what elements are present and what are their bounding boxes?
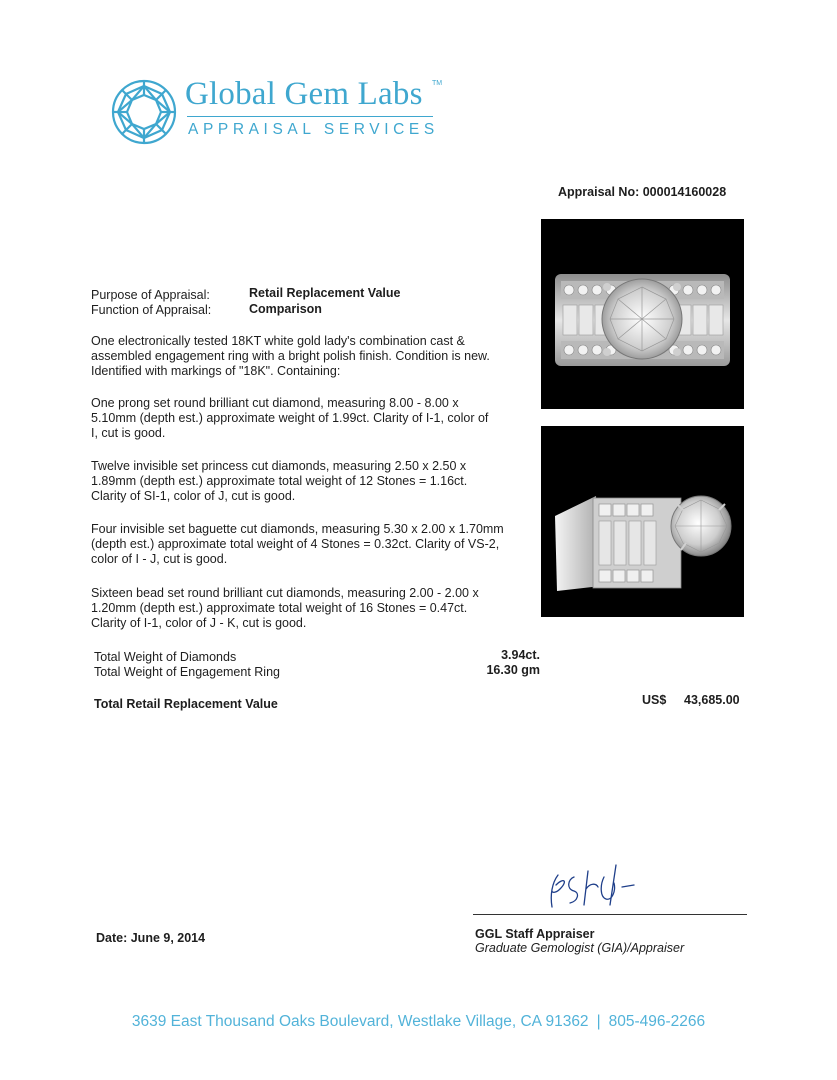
total-value-currency: US$ [642,693,667,707]
stone-center-diamond: One prong set round brilliant cut diamond, measuring 8.00 - 8.00 x 5.10mm (depth est.) approximate weight of 1.99ct. Clarity of I-1, color of I, cut is good. [91,396,489,440]
total-diamond-weight-label: Total Weight of Diamonds [94,650,237,664]
purpose-value: Retail Replacement Value [249,286,401,300]
signature-icon [530,855,640,915]
appraiser-credential: Graduate Gemologist (GIA)/Appraiser [475,941,685,955]
logo-divider [187,116,433,117]
ring-weight-value: 16.30 gm [486,663,540,677]
footer-phone: 805-496-2266 [608,1013,706,1030]
function-label: Function of Appraisal: [91,303,212,317]
footer-address: 3639 East Thousand Oaks Boulevard, Westlake Village, CA 91362 [131,1013,589,1030]
ring-weight-label: Total Weight of Engagement Ring [94,665,280,679]
total-diamond-weight-value: 3.94ct. [501,648,540,662]
stone-princess-diamonds: Twelve invisible set princess cut diamonds, measuring 2.50 x 2.50 x 1.89mm (depth est.) approximate total weight of 12 Stones = 1.16ct. Clarity of SI-1, color of J, cut is good. [91,459,468,503]
total-value-label: Total Retail Replacement Value [94,697,278,711]
trademark: TM [432,80,443,87]
total-value-amount: 43,685.00 [684,693,740,707]
footer [0,1013,837,1031]
stone-baguette-diamonds: Four invisible set baguette cut diamonds, measuring 5.30 x 2.00 x 1.70mm (depth est.) approximate total weight of 4 Stones = 0.32ct. Clarity of VS-2, color of I - J, cut is good. [91,522,504,566]
ring-side-photo [541,426,744,617]
signature-line [473,914,747,915]
purpose-label: Purpose of Appraisal: [91,288,210,302]
footer-separator: | [596,1013,601,1030]
company-name: Global Gem Labs [185,76,423,112]
gem-logo-icon [110,78,178,146]
function-value: Comparison [249,302,322,316]
appraisal-number: Appraisal No: 000014160028 [558,185,727,199]
appraisal-date: Date: June 9, 2014 [96,931,206,945]
item-description: One electronically tested 18KT white gold lady's combination cast & assembled engagement ring with a bright polish finish. Condition is new. Identified with markings of "18K". Containing: [91,334,490,378]
ring-top-photo [541,219,744,409]
company-subtitle: APPRAISAL SERVICES [188,121,439,138]
appraiser-title: GGL Staff Appraiser [475,927,595,941]
stone-round-diamonds: Sixteen bead set round brilliant cut diamonds, measuring 2.00 - 2.00 x 1.20mm (depth est.) approximate total weight of 16 Stones = 0.47ct. Clarity of I-1, color of J - K, cut is good. [91,586,479,630]
